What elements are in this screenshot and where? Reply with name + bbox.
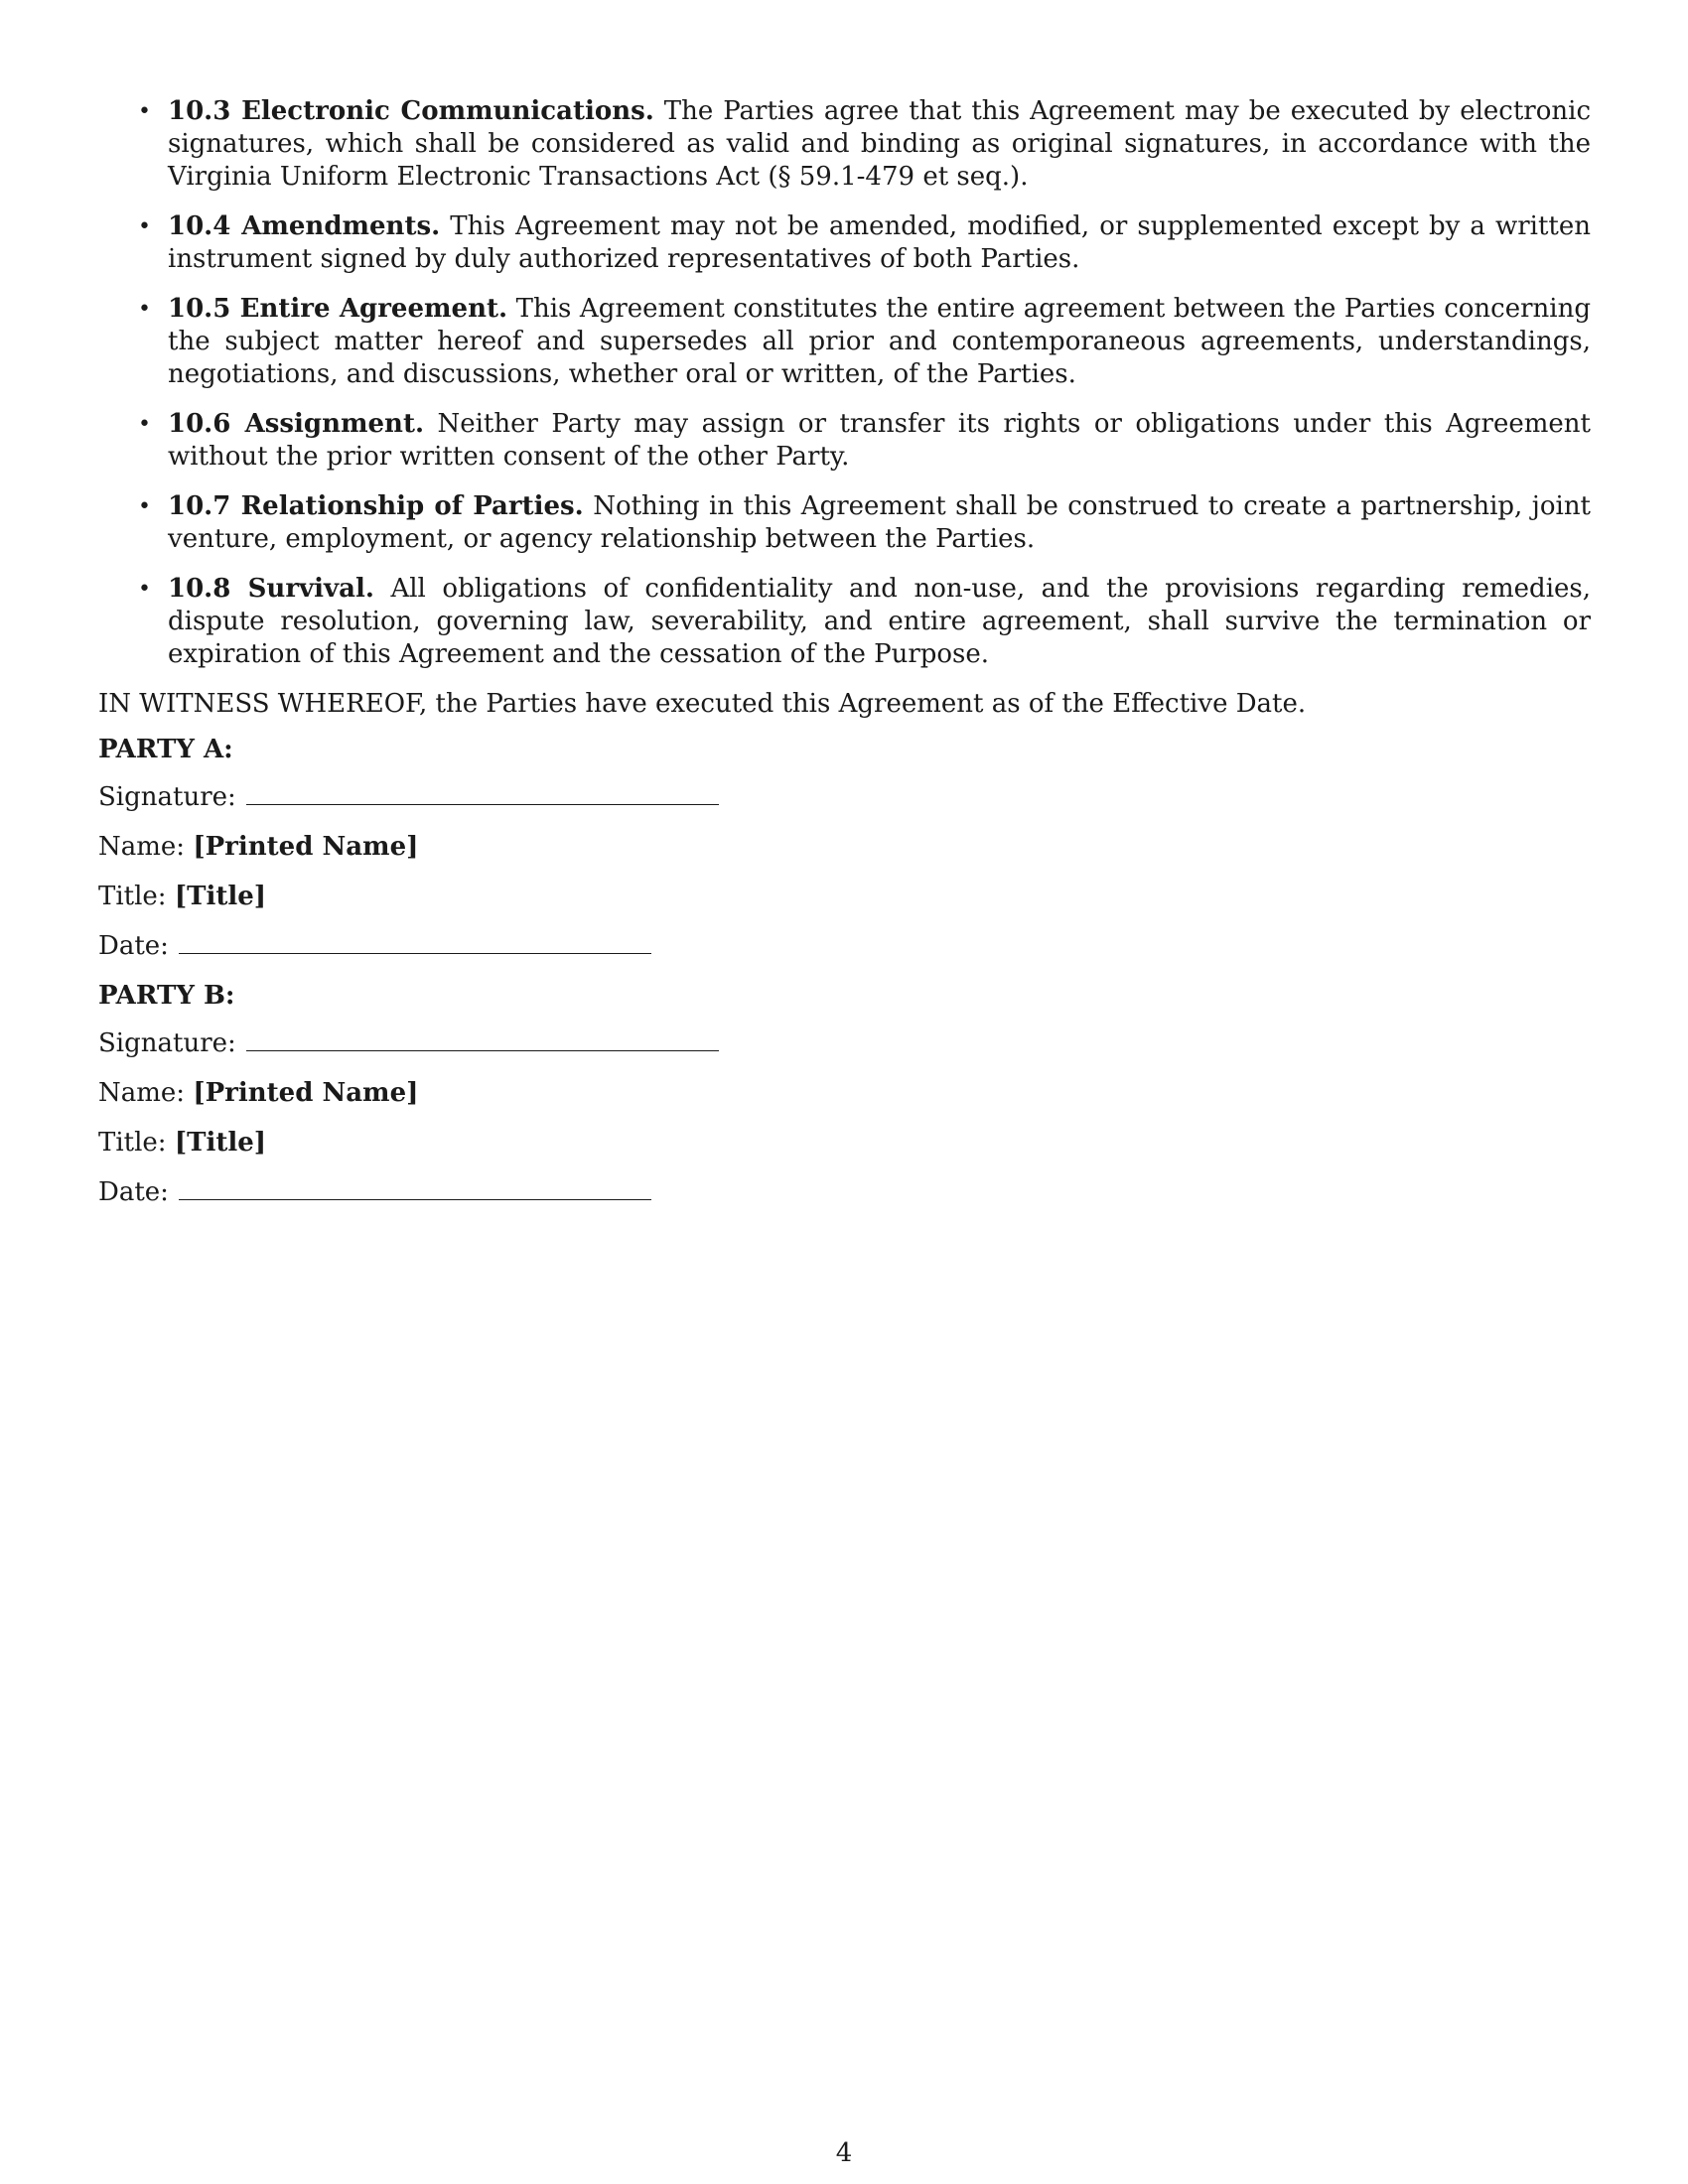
document-page xyxy=(98,95,1591,1226)
clause-heading: 10.8 Survival. xyxy=(168,574,374,604)
signature-line[interactable] xyxy=(246,1050,719,1051)
title-placeholder: [Title] xyxy=(174,882,267,911)
clause-text: Neither Party may assign or transfer its rights or obligations under this Agreement without the prior written consent of the other Party. xyxy=(168,409,1591,472)
witness-statement: IN WITNESS WHEREOF, the Parties have executed this Agreement as of the Effective Date. xyxy=(98,689,1307,719)
party-a-signature-field xyxy=(98,781,1591,814)
party-a-date-field xyxy=(98,930,1591,963)
clause-10-7 xyxy=(98,490,1591,556)
date-line[interactable] xyxy=(179,953,651,954)
bullet-icon: • xyxy=(138,577,151,602)
party-b-signature-field xyxy=(98,1027,1591,1060)
signature-label: Signature: xyxy=(98,1028,236,1058)
clause-heading: 10.6 Assignment. xyxy=(168,409,425,439)
party-a-block xyxy=(98,734,1591,963)
title-label: Title: xyxy=(98,1128,167,1158)
party-b-title-field xyxy=(98,1127,1591,1160)
clause-10-8 xyxy=(98,573,1591,671)
party-b-block xyxy=(98,980,1591,1209)
clause-text: All obligations of confidentiality and non-use, and the provisions regarding remedies, dispute resolution, governing law, severability, and entire agreement, shall survive the termination or expiration of this Agreement and the cessation of the Purpose. xyxy=(168,574,1592,669)
name-placeholder: [Printed Name] xyxy=(193,1078,419,1108)
clause-10-5 xyxy=(98,293,1591,391)
title-placeholder: [Title] xyxy=(174,1128,267,1158)
title-label: Title: xyxy=(98,882,167,911)
party-a-title-field xyxy=(98,881,1591,913)
bullet-icon: • xyxy=(138,412,151,437)
name-label: Name: xyxy=(98,1078,186,1108)
party-b-title: PARTY B: xyxy=(98,981,235,1011)
bullet-icon: • xyxy=(138,99,151,124)
bullet-icon: • xyxy=(138,494,151,519)
date-label: Date: xyxy=(98,1177,169,1207)
clause-text: The Parties agree that this Agreement may be executed by electronic signatures, which shall be considered as valid and binding as original signatures, in accordance with the Virginia Uniform Electronic Transactions Act (§ 59.1-479 et seq.). xyxy=(168,96,1592,192)
clause-heading: 10.4 Amendments. xyxy=(168,211,441,241)
name-placeholder: [Printed Name] xyxy=(193,832,419,862)
clause-text: This Agreement may not be amended, modified, or supplemented except by a written instrument signed by duly authorized representatives of both Parties. xyxy=(168,211,1591,274)
clause-10-4 xyxy=(98,210,1591,276)
date-label: Date: xyxy=(98,931,169,961)
bullet-icon: • xyxy=(138,297,151,322)
clause-10-6 xyxy=(98,408,1591,474)
date-line[interactable] xyxy=(179,1199,651,1200)
clause-10-3 xyxy=(98,95,1591,194)
bullet-icon: • xyxy=(138,214,151,239)
clause-list xyxy=(98,95,1591,671)
party-b-date-field xyxy=(98,1176,1591,1209)
clause-text: This Agreement constitutes the entire agreement between the Parties concerning the subject matter hereof and supersedes all prior and contemporaneous agreements, understandings, negotiations, and discussions, whether oral or written, of the Parties. xyxy=(168,294,1592,389)
party-a-name-field xyxy=(98,831,1591,864)
clause-text: Nothing in this Agreement shall be construed to create a partnership, joint venture, employment, or agency relationship between the Parties. xyxy=(168,491,1592,554)
page-number: 4 xyxy=(835,2138,853,2168)
clause-heading: 10.7 Relationship of Parties. xyxy=(168,491,584,521)
party-a-title: PARTY A: xyxy=(98,735,233,764)
party-b-name-field xyxy=(98,1077,1591,1110)
name-label: Name: xyxy=(98,832,186,862)
signature-line[interactable] xyxy=(246,804,719,805)
clause-heading: 10.3 Electronic Communications. xyxy=(168,96,654,126)
signature-label: Signature: xyxy=(98,782,236,812)
clause-heading: 10.5 Entire Agreement. xyxy=(168,294,508,324)
